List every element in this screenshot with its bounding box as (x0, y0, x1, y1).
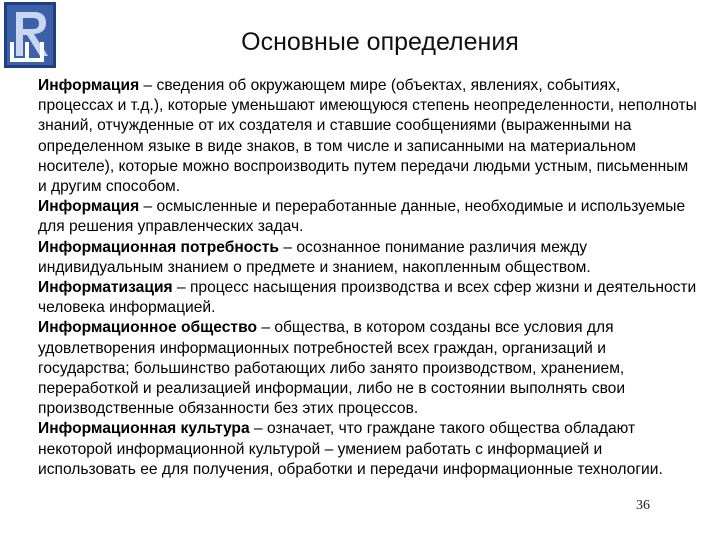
definition-text: – сведения об окружающем мире (объектах, явлениях, событиях, процессах и т.д.), которые уменьшают имеющуюся степень неопределенности, неполноты знаний, отчужденные от их создателя и ставшие сообщениями (выраженными на определенном языке в виде знаков, в том числе и записанными на материальном носителе), которые можно воспроизводить путем передачи людьми устным, письменным и другим способом. (38, 77, 697, 196)
definition-term: Информатизация (38, 279, 173, 297)
definition-information-society (38, 318, 698, 419)
definition-text: – осмысленные и переработанные данные, необходимые и используемые для решения управленческих задач. (38, 198, 686, 236)
definition-text: – процесс насыщения производства и всех сфер жизни и деятельности человека информацией. (38, 279, 697, 317)
definition-information-1 (38, 76, 698, 197)
definition-term: Информация (38, 77, 140, 94)
definition-information-2 (38, 197, 698, 237)
definition-text: – означает, что граждане такого общества обладают некоторой информационной культурой – умением работать с информацией и использовать ее для получения, обработки и передачи информационные технологии. (38, 420, 663, 478)
definition-text: – общества, в котором созданы все условия для удовлетворения информационных потребностей всех граждан, организаций и государства; большинство работающих либо занято производством, хранением, переработкой и реализацией информации, либо не в состоянии выполнять свои производственные обязанности без этих процессов. (38, 319, 626, 418)
page-number: 36 (636, 498, 650, 513)
definition-information-culture (38, 419, 698, 480)
definition-term: Информационное общество (38, 319, 257, 337)
definition-term: Информация (38, 198, 140, 216)
slide-title: Основные определения (241, 28, 519, 56)
definition-term: Информационная потребность (38, 238, 280, 256)
hse-logo-icon (4, 2, 56, 68)
definition-information-need (38, 238, 698, 278)
definitions-list (38, 76, 698, 480)
definition-text: – осознанное понимание различия между индивидуальным знанием о предмете и знанием, накопленным обществом. (38, 238, 591, 276)
definition-term: Информационная культура (38, 420, 250, 438)
definition-informatization (38, 278, 698, 318)
